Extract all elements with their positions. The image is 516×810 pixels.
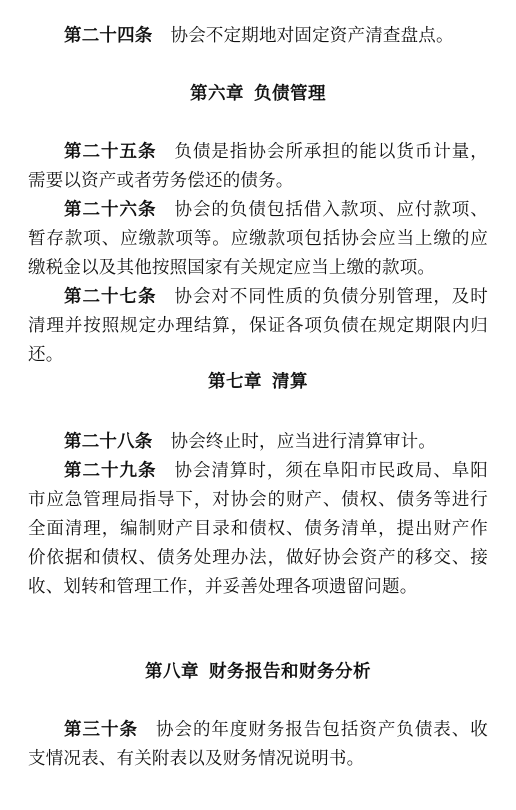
- article-number: 第二十七条: [64, 287, 157, 307]
- article-text: 协会的负债包括借入款项、应付款项、暂存款项、应缴款项等。应缴款项包括协会应当上缴的应缴税金以及其他按照国家有关规定应当上缴的款项。: [28, 200, 488, 278]
- article-text: 负债是指协会所承担的能以货币计量，需要以资产或者劳务偿还的债务。: [28, 142, 488, 191]
- article-30: [28, 716, 488, 774]
- article-text: 协会对不同性质的负债分别管理，及时清理并按照规定办理结算，保证各项负债在规定期限内归还。: [28, 287, 488, 365]
- article-25: [28, 138, 488, 196]
- article-number: 第二十五条: [64, 142, 157, 162]
- article-24: [28, 22, 488, 51]
- article-26: [28, 196, 488, 283]
- chapter-heading-8: [0, 658, 516, 687]
- chapter-title: 负债管理: [254, 84, 326, 104]
- article-29: [28, 457, 488, 602]
- article-number: 第三十条: [64, 720, 138, 740]
- article-text: 协会的年度财务报告包括资产负债表、收支情况表、有关附表以及财务情况说明书。: [28, 720, 488, 769]
- article-number: 第二十九条: [64, 461, 157, 481]
- chapter-title: 财务报告和财务分析: [209, 662, 371, 682]
- chapter-heading-6: [0, 80, 516, 109]
- chapter-title: 清算: [272, 372, 308, 392]
- article-text: 协会终止时，应当进行清算审计。: [170, 432, 436, 452]
- article-text: 协会不定期地对固定资产清查盘点。: [170, 26, 454, 46]
- article-number: 第二十八条: [64, 432, 153, 452]
- chapter-number: 第七章: [208, 372, 262, 392]
- chapter-number: 第八章: [145, 662, 199, 682]
- article-text: 协会清算时，须在阜阳市民政局、阜阳市应急管理局指导下，对协会的财产、债权、债务等进行全面清理，编制财产目录和债权、债务清单，提出财产作价依据和债权、债务处理办法，做好协会资产的移交、接收、划转和管理工作，并妥善处理各项遗留问题。: [28, 461, 488, 597]
- article-28: [28, 428, 488, 457]
- article-number: 第二十四条: [64, 26, 153, 46]
- article-27: [28, 283, 488, 370]
- chapter-number: 第六章: [190, 84, 244, 104]
- chapter-heading-7: [0, 368, 516, 397]
- article-number: 第二十六条: [64, 200, 157, 220]
